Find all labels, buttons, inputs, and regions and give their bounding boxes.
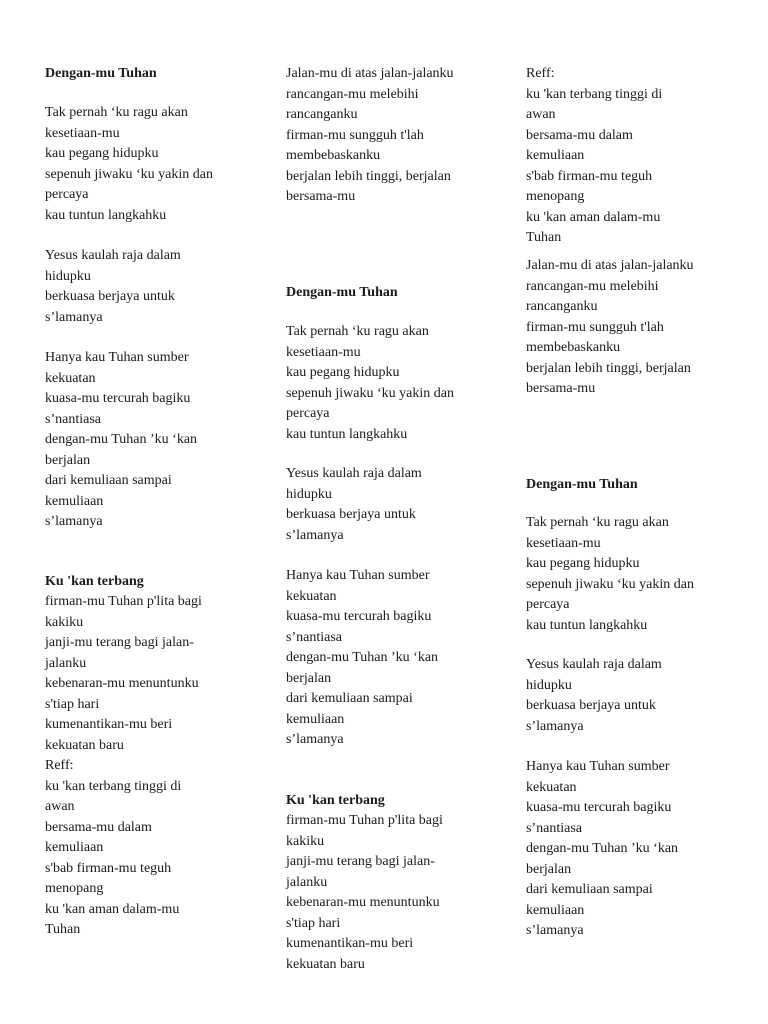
lyric-line: berkuasa berjaya untuk: [45, 289, 175, 304]
lyric-line: kekuatan: [526, 779, 577, 795]
lyric-line: berjalan: [526, 861, 572, 877]
verse: [45, 246, 265, 328]
lyric-line: jalanku: [45, 655, 87, 671]
lyric-line: s’lamanya: [286, 527, 344, 543]
lyric-line: Jalan-mu di atas jalan-jalanku: [286, 66, 454, 81]
lyric-line: kesetiaan-mu: [45, 125, 120, 141]
lyric-line: bersama-mu: [526, 381, 596, 396]
lyric-line: dengan-mu Tuhan ’ku ‘kan: [45, 432, 198, 447]
lyric-line: menopang: [526, 189, 585, 204]
lyric-line: Yesus kaulah raja dalam: [45, 248, 181, 263]
lyric-line: rancangan-mu melebihi: [526, 278, 659, 294]
lyric-line: percaya: [526, 597, 570, 612]
lyric-line: hidupku: [526, 677, 572, 693]
lyric-line: sepenuh jiwaku ‘ku yakin dan: [45, 166, 213, 182]
lyric-line: s’lamanya: [45, 309, 103, 325]
lyric-line: kumenantikan-mu beri: [45, 717, 173, 732]
verse: [286, 322, 506, 445]
lyric-line: sepenuh jiwaku ‘ku yakin dan: [286, 385, 454, 401]
lyric-line: kakiku: [45, 614, 84, 630]
lyric-line: Reff:: [526, 66, 555, 81]
lyric-line: kemuliaan: [526, 148, 585, 163]
lyric-line: bersama-mu dalam: [526, 127, 633, 143]
lyric-line: rancangan-mu melebihi: [286, 86, 419, 102]
lyric-line: kau tuntun langkahku: [526, 617, 648, 633]
lyric-line: berjalan: [45, 452, 91, 468]
lyric-line: kemuliaan: [286, 711, 345, 727]
lyric-line: berjalan lebih tinggi, berjalan: [526, 360, 691, 376]
lyric-line: awan: [526, 107, 556, 122]
lyric-line: kau pegang hidupku: [526, 556, 640, 571]
lyric-line: kau tuntun langkahku: [45, 207, 167, 223]
lyric-line: s’nantiasa: [286, 629, 342, 645]
lyric-line: ku 'kan aman dalam-mu: [45, 901, 180, 917]
lyric-line: kau pegang hidupku: [45, 146, 159, 161]
lyric-line: s’lamanya: [45, 514, 103, 529]
lyric-line: Jalan-mu di atas jalan-jalanku: [526, 258, 694, 273]
lyric-line: Tak pernah ‘ku ragu akan: [526, 515, 669, 530]
lyric-line: membebaskanku: [526, 340, 621, 355]
lyric-line: berkuasa berjaya untuk: [526, 698, 656, 713]
lyric-line: s’lamanya: [526, 718, 584, 734]
lyric-line: hidupku: [286, 486, 332, 502]
lyric-line: Yesus kaulah raja dalam: [286, 466, 422, 481]
lyric-line: percaya: [45, 187, 89, 202]
lyric-line: awan: [45, 799, 75, 814]
lyric-line: berjalan: [286, 670, 332, 686]
lyric-line: sepenuh jiwaku ‘ku yakin dan: [526, 576, 694, 592]
lyric-line: bersama-mu: [286, 189, 356, 204]
lyric-line: dari kemuliaan sampai: [45, 473, 172, 488]
lyric-line: s’nantiasa: [45, 411, 101, 427]
lyric-line: berjalan lebih tinggi, berjalan: [286, 168, 451, 184]
lyric-line: Yesus kaulah raja dalam: [526, 657, 662, 672]
lyric-line: kakiku: [286, 833, 325, 849]
lyric-line: s'tiap hari: [286, 915, 341, 931]
lyric-line: rancanganku: [526, 299, 598, 314]
lyric-line: ku 'kan aman dalam-mu: [526, 209, 661, 225]
lyric-line: bersama-mu dalam: [45, 819, 152, 835]
lyric-line: ku 'kan terbang tinggi di: [45, 778, 182, 794]
lyric-line: kesetiaan-mu: [286, 344, 361, 360]
lyric-line: rancanganku: [286, 107, 358, 122]
lyric-line: firman-mu sungguh t'lah: [286, 127, 424, 143]
song-title: Dengan-mu Tuhan: [526, 477, 638, 492]
lyric-line: jalanku: [286, 874, 328, 890]
lyric-line: firman-mu sungguh t'lah: [526, 319, 664, 335]
verse: [286, 811, 506, 975]
lyric-line: kau pegang hidupku: [286, 365, 400, 380]
lyric-line: percaya: [286, 406, 330, 421]
lyric-line: dari kemuliaan sampai: [526, 882, 653, 897]
lyric-line: kemuliaan: [526, 902, 585, 918]
verse: [526, 64, 746, 249]
lyric-line: ku 'kan terbang tinggi di: [526, 86, 663, 102]
lyric-line: menopang: [45, 881, 104, 896]
lyric-line: janji-mu terang bagi jalan-: [45, 635, 194, 650]
lyric-line: kuasa-mu tercurah bagiku: [286, 609, 432, 624]
lyric-line: kuasa-mu tercurah bagiku: [526, 800, 672, 815]
lyric-line: kesetiaan-mu: [526, 535, 601, 551]
verse: [286, 464, 506, 546]
lyric-line: Tuhan: [45, 922, 81, 937]
verse: [526, 655, 746, 737]
verse: [45, 103, 265, 226]
lyric-line: Hanya kau Tuhan sumber: [286, 568, 430, 583]
song-title: Dengan-mu Tuhan: [286, 285, 398, 300]
verse: [526, 513, 746, 636]
lyric-line: s'tiap hari: [45, 696, 100, 712]
verse: [45, 592, 265, 941]
lyric-line: kebenaran-mu menuntunku: [286, 895, 440, 910]
lyric-line: s'bab firman-mu teguh: [526, 168, 653, 184]
lyric-line: kemuliaan: [45, 493, 104, 509]
lyric-line: dengan-mu Tuhan ’ku ‘kan: [526, 841, 679, 856]
lyric-line: kekuatan: [45, 370, 96, 386]
lyric-line: Tak pernah ‘ku ragu akan: [45, 105, 188, 120]
lyric-line: dari kemuliaan sampai: [286, 691, 413, 706]
lyric-line: Hanya kau Tuhan sumber: [45, 350, 189, 365]
verse: [526, 757, 746, 942]
lyric-line: s'bab firman-mu teguh: [45, 860, 172, 876]
lyric-line: kekuatan: [286, 588, 337, 604]
lyric-line: kemuliaan: [45, 840, 104, 855]
song-title: Dengan-mu Tuhan: [45, 66, 157, 81]
lyric-line: kekuatan baru: [286, 956, 365, 972]
verse: [526, 256, 746, 400]
lyric-line: Hanya kau Tuhan sumber: [526, 759, 670, 774]
lyric-line: firman-mu Tuhan p'lita bagi: [45, 594, 202, 609]
lyric-line: s’nantiasa: [526, 820, 582, 836]
lyric-line: kuasa-mu tercurah bagiku: [45, 391, 191, 406]
lyric-line: dengan-mu Tuhan ’ku ‘kan: [286, 650, 439, 665]
lyric-line: kebenaran-mu menuntunku: [45, 676, 199, 691]
song-title: Ku 'kan terbang: [45, 574, 144, 589]
lyric-line: kumenantikan-mu beri: [286, 936, 414, 951]
lyric-line: Tak pernah ‘ku ragu akan: [286, 324, 429, 339]
lyric-line: s’lamanya: [526, 923, 584, 938]
lyric-line: hidupku: [45, 268, 91, 284]
verse: [45, 348, 265, 533]
verse: [286, 566, 506, 751]
lyric-line: membebaskanku: [286, 148, 381, 163]
lyric-line: Tuhan: [526, 230, 562, 245]
verse: [286, 64, 506, 208]
lyric-line: Reff:: [45, 758, 74, 773]
lyric-line: s’lamanya: [286, 732, 344, 747]
lyric-line: kau tuntun langkahku: [286, 426, 408, 442]
lyric-line: kekuatan baru: [45, 737, 124, 753]
lyric-line: janji-mu terang bagi jalan-: [286, 854, 435, 869]
lyric-line: firman-mu Tuhan p'lita bagi: [286, 813, 443, 828]
song-title: Ku 'kan terbang: [286, 793, 385, 808]
lyric-line: berkuasa berjaya untuk: [286, 507, 416, 522]
